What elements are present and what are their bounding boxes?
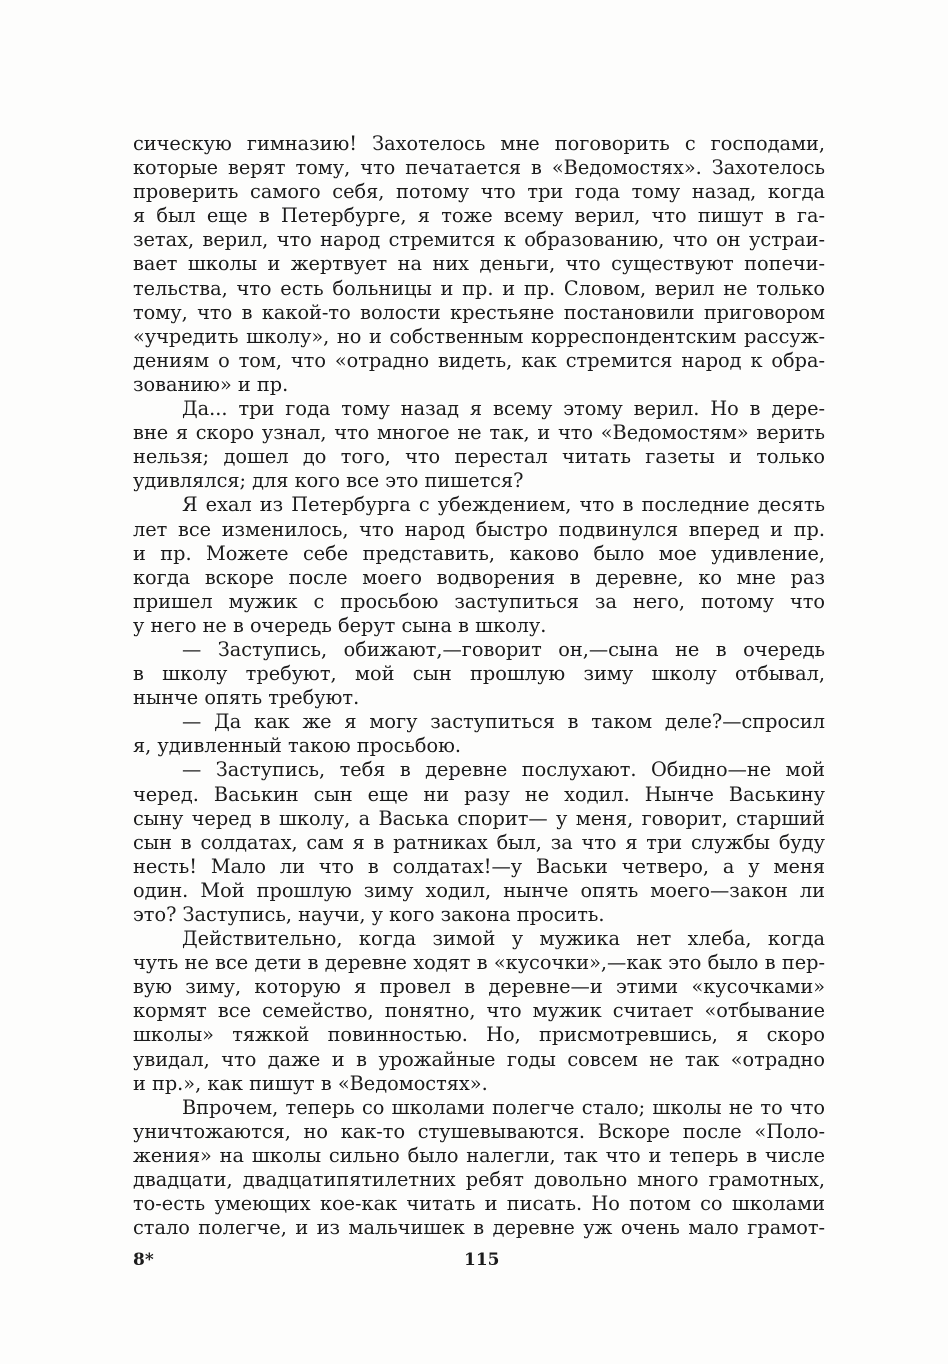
paragraph	[133, 638, 825, 710]
text-line: вает школы и жертвует на них деньги, что существуют попечи-	[133, 252, 825, 276]
text-line: это? Заступись, научи, у кого закона просить.	[133, 903, 605, 926]
text-line: когда вскоре после моего водворения в деревне, ко мне раз	[133, 565, 825, 589]
text-line: — Да как же я могу заступиться в таком деле?—спросил	[182, 710, 825, 734]
text-line: стало полегче, и из мальчишек в деревне уж очень мало грамот-	[133, 1216, 825, 1240]
text-line: — Заступись, тебя в деревне послухают. Обидно—не мой	[182, 758, 825, 782]
text-line: кормят все семейство, понятно, что мужик считает «отбывание	[133, 999, 825, 1023]
page-body-text	[133, 132, 825, 1240]
paragraph	[133, 397, 825, 493]
text-line: сын в солдатах, сам я в ратниках был, за что я три службы буду	[133, 830, 825, 854]
text-line: то-есть умеющих кое-как читать и писать. Но потом со школами	[133, 1192, 825, 1216]
text-line: я был еще в Петербурге, я тоже всему верил, что пишут в га-	[133, 204, 825, 228]
text-line: которые верят тому, что печатается в «Ведомостях». Захотелось	[133, 156, 825, 180]
text-line: один. Мой прошлую зиму ходил, нынче опять моего—закон ли	[133, 878, 825, 902]
text-line: черед. Васькин сын еще ни разу не ходил. Нынче Васькину	[133, 782, 825, 806]
text-line: удивлялся; для кого все это пишется?	[133, 469, 524, 493]
paragraph	[133, 1096, 825, 1241]
sheet-signature-mark: 8*	[133, 1250, 154, 1270]
text-line: уничтожаются, но как-то стушевываются. Вскоре после «Поло-	[133, 1119, 825, 1143]
paragraph	[133, 758, 825, 927]
text-line: в школу требуют, мой сын прошлую зиму школу отбывал,	[133, 662, 825, 686]
paragraph	[133, 710, 825, 758]
text-line: зетах, верил, что народ стремится к образованию, что он устраи-	[133, 228, 825, 252]
text-line: нельзя; дошел до того, что перестал читать газеты и только	[133, 445, 825, 469]
text-line: проверить самого себя, потому что три года тому назад, когда	[133, 180, 825, 204]
text-line: Да... три года тому назад я всему этому верил. Но в дере-	[182, 397, 825, 421]
text-line: я, удивленный такою просьбою.	[133, 734, 461, 758]
text-line: двадцати, двадцатипятилетних ребят довольно много грамотных,	[133, 1168, 825, 1192]
text-line: — Заступись, обижают,—говорит он,—сына не в очередь	[182, 637, 825, 661]
text-line: тельства, что есть больницы и пр. и пр. Словом, верил не только	[133, 276, 825, 300]
text-line: пришел мужик с просьбою заступиться за него, потому что	[133, 589, 825, 613]
text-line: вне я скоро узнал, что многое не так, и что «Ведомостям» верить	[133, 421, 825, 445]
text-line: Действительно, когда зимой у мужика нет хлеба, когда	[182, 927, 825, 951]
text-line: у него не в очередь берут сына в школу.	[133, 613, 547, 637]
text-line: тому, что в какой-то волости крестьяне постановили приговором	[133, 300, 825, 324]
paragraph	[133, 927, 825, 1096]
text-line: зованию» и пр.	[133, 372, 289, 396]
page-footer	[133, 1250, 825, 1274]
text-line: Впрочем, теперь со школами полегче стало; школы не то что	[182, 1095, 825, 1119]
text-line: вую зиму, которую я провел в деревне—и этими «кусочками»	[133, 975, 825, 999]
text-line: сыну черед в школу, а Васька спорит— у меня, говорит, старший	[133, 806, 825, 830]
text-line: школы» тяжкой повинностью. Но, присмотревшись, я скоро	[133, 1023, 825, 1047]
text-line: и пр. Можете себе представить, каково было мое удивление,	[133, 541, 825, 565]
text-line: дениям о том, что «отрадно видеть, как стремится народ к обра-	[133, 348, 825, 372]
text-line: увидал, что даже и в урожайные годы совсем не так «отрадно	[133, 1047, 825, 1071]
paragraph	[133, 493, 825, 638]
text-line: чуть не все дети в деревне ходят в «кусочки»,—как это было в пер-	[133, 951, 825, 975]
text-line: несть! Мало ли что в солдатах!—у Васьки четверо, а у меня	[133, 854, 825, 878]
text-line: сическую гимназию! Захотелось мне поговорить с господами,	[133, 132, 825, 155]
text-line: и пр.», как пишут в «Ведомостях».	[133, 1071, 488, 1095]
text-line: жения» на школы сильно было налегли, так что и теперь в числе	[133, 1143, 825, 1167]
text-line: «учредить школу», но и собственным корреспондентским рассуж-	[133, 324, 825, 348]
paragraph	[133, 132, 825, 397]
text-line: лет все изменилось, что народ быстро подвинулся вперед и пр.	[133, 517, 825, 541]
page-number: 115	[464, 1250, 500, 1270]
text-line: Я ехал из Петербурга с убеждением, что в последние десять	[182, 493, 825, 517]
text-line: нынче опять требуют.	[133, 686, 360, 710]
